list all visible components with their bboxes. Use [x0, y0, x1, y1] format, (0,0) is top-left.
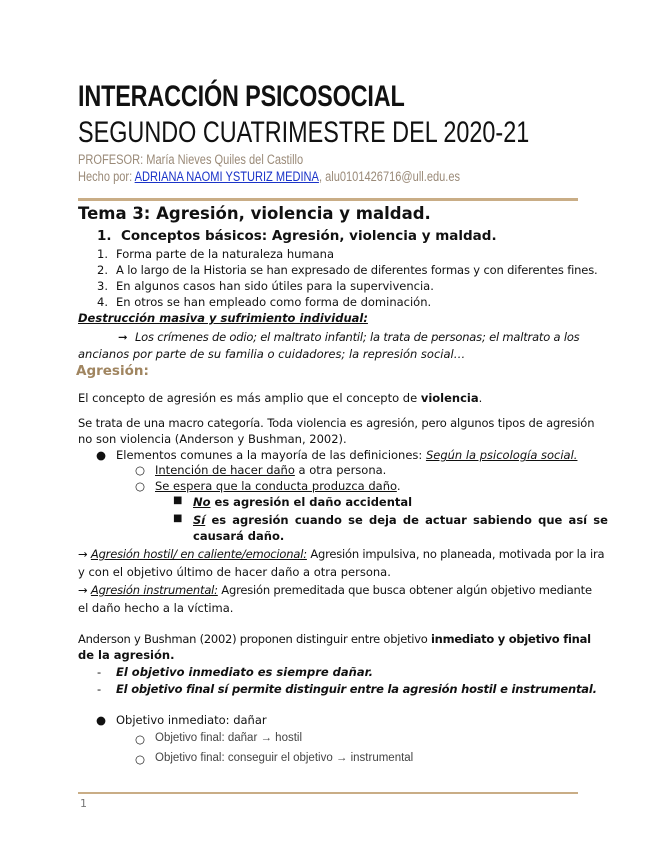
title-line2: SEGUNDO CUATRIMESTRE DEL 2020-21 [78, 116, 530, 149]
sub1-underlined: Intención de hacer daño [155, 463, 295, 477]
arrow-icon: → [78, 547, 91, 561]
title-line1: INTERACCIÓN PSICOSOCIAL [78, 80, 405, 113]
author-prefix: Hecho por: [78, 169, 135, 184]
sub1-rest: a otra persona. [294, 463, 387, 477]
destruction-line2: ancianos por parte de su familia o cuidadores; la represión social… [78, 347, 466, 361]
list-number: 3. [97, 279, 108, 293]
list-number: 1. [97, 247, 108, 261]
bullet-circle: ○ [135, 732, 146, 746]
hostile-label: Agresión hostil/ en caliente/emocional: [90, 547, 307, 561]
professor-line: PROFESOR: María Nieves Quiles del Castillo [78, 152, 304, 167]
topic-heading: Tema 3: Agresión, violencia y maldad. [78, 204, 431, 223]
list-item: En otros se han empleado como forma de dominación. [116, 295, 432, 309]
bullet-square: ■ [173, 513, 183, 524]
anderson-line1 [78, 632, 591, 646]
author-line [78, 169, 460, 184]
dash-bullet: - [97, 682, 102, 696]
dash-item-immediate: El objetivo inmediato es siempre dañar. [116, 665, 374, 679]
dash-bullet: - [97, 665, 102, 679]
aggression-heading: Agresión: [76, 363, 149, 379]
bullet-circle: ○ [135, 463, 146, 477]
destruction-heading: Destrucción masiva y sufrimiento individual: [78, 311, 368, 325]
aggression-paragraph2-line2: no son violencia (Anderson y Bushman, 2002). [78, 432, 347, 446]
sq2-line2: causará daño. [193, 529, 285, 543]
hostile-text: Agresión impulsiva, no planeada, motivada por la ira [306, 547, 605, 561]
list-number: 2. [97, 263, 108, 277]
instrumental-label: Agresión instrumental: [90, 583, 218, 597]
subtopic-heading [97, 228, 497, 244]
subtopic-number: 1. [97, 228, 112, 244]
common-text: Elementos comunes a la mayoría de las definiciones: [116, 448, 426, 462]
sub-item-intention [155, 463, 386, 477]
bullet-circle: ○ [135, 752, 146, 766]
header-divider [78, 198, 578, 201]
objective-final-hostile: Objetivo final: dañar → hostil [155, 732, 303, 744]
bullet-circle: ○ [135, 479, 146, 493]
bullet-dot: ● [96, 448, 107, 462]
arrow-icon: ➞ [118, 330, 128, 344]
bullet-square: ■ [173, 495, 183, 506]
aggression-paragraph2-line1: Se trata de una macro categoría. Toda violencia es agresión, pero algunos tipos de agresión [78, 416, 595, 430]
sub-item-expect [155, 479, 400, 493]
subtopic-label: Conceptos básicos: Agresión, violencia y maldad. [120, 228, 497, 244]
anderson-bold: inmediato y objetivo final [430, 632, 591, 646]
list-item: En algunos casos han sido útiles para la supervivencia. [116, 279, 434, 293]
page-number: 1 [80, 797, 87, 810]
hostile-line1 [78, 547, 604, 561]
p1-bold: violencia [420, 391, 479, 405]
aggression-paragraph1 [78, 391, 482, 405]
footer-divider [78, 792, 578, 794]
anderson-text: Anderson y Bushman (2002) proponen distinguir entre objetivo [78, 632, 431, 646]
objective-final-instrumental: Objetivo final: conseguir el objetivo → instrumental [155, 752, 414, 764]
sub2-rest: . [396, 479, 401, 493]
sq1-rest: es agresión el daño accidental [210, 495, 413, 509]
sq1-emph: No [193, 495, 211, 509]
destruction-line1 [118, 330, 579, 344]
dash-item-final: El objetivo final sí permite distinguir entre la agresión hostil e instrumental. [116, 682, 597, 696]
arrow-icon: → [78, 583, 91, 597]
sq2-emph: Sí [193, 513, 206, 527]
sub-sub-item-no [193, 495, 412, 509]
instrumental-line2: el daño hecho a la víctima. [78, 601, 234, 615]
sub2-underlined: Se espera que la conducta produzca daño [155, 479, 397, 493]
anderson-line2: de la agresión. [78, 648, 175, 662]
hostile-line2: y con el objetivo último de hacer daño a otra persona. [78, 565, 391, 579]
common-link: Según la psicología social. [425, 448, 578, 462]
destruction-text1: Los crímenes de odio; el maltrato infantil; la trata de personas; el maltrato a los [134, 330, 580, 344]
objective-immediate: Objetivo inmediato: dañar [116, 713, 267, 727]
sub-sub-item-yes [193, 513, 608, 527]
p1-end: . [478, 391, 483, 405]
list-item: A lo largo de la Historia se han expresado de diferentes formas y con diferentes fines. [116, 263, 598, 277]
list-number: 4. [97, 295, 108, 309]
list-item: Forma parte de la naturaleza humana [116, 247, 334, 261]
bullet-dot: ● [96, 713, 107, 727]
instrumental-line1 [78, 583, 592, 597]
author-name-link[interactable]: ADRIANA NAOMI YSTURIZ MEDINA [134, 169, 319, 184]
author-email: , alu0101426716@ull.edu.es [318, 169, 461, 184]
instrumental-text: Agresión premeditada que busca obtener algún objetivo mediante [217, 583, 592, 597]
common-elements-line [116, 448, 577, 462]
sq2-line1: es agresión cuando se deja de actuar sabiendo que así se [205, 513, 608, 527]
p1-text: El concepto de agresión es más amplio que el concepto de [78, 391, 421, 405]
